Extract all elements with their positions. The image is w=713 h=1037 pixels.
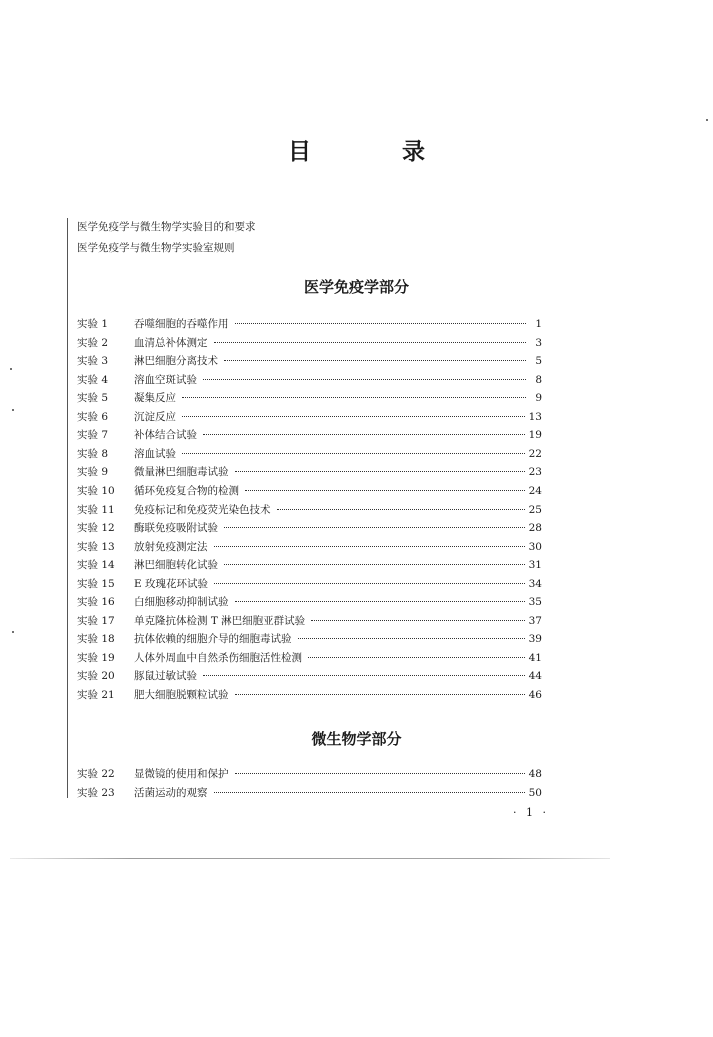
dot-leader: [298, 638, 525, 639]
toc-entry-page: 50: [528, 786, 542, 799]
toc-entry-label: 实验 11: [77, 503, 115, 516]
toc-entry-label: 实验 2: [77, 336, 109, 349]
toc-entry-page: 25: [528, 503, 542, 516]
toc-entry-page: 13: [528, 410, 542, 423]
dot-leader: [182, 416, 525, 417]
toc-entry-page: 1: [535, 318, 542, 330]
toc-entry: [77, 668, 542, 682]
toc-entry-title: 血清总补体测定: [134, 336, 208, 349]
toc-entry: [77, 539, 542, 553]
toc-entry-label: 实验 17: [77, 614, 115, 627]
dot-leader: [224, 564, 525, 565]
toc-entry-label: 实验 10: [77, 484, 115, 497]
toc-entry: [77, 390, 542, 404]
dot-leader: [182, 397, 526, 398]
toc-entry-title: 补体结合试验: [134, 429, 197, 442]
toc-entry-title: 沉淀反应: [134, 410, 176, 423]
toc-entry-page: 22: [528, 447, 542, 460]
toc-entry-title: 放射免疫测定法: [134, 540, 208, 553]
dot-leader: [214, 546, 525, 547]
toc-entry-title: 吞噬细胞的吞噬作用: [134, 318, 229, 330]
intro-line-objectives: 医学免疫学与微生物学实验目的和要求: [77, 221, 256, 233]
toc-entry-page: 35: [528, 596, 542, 609]
toc-entry: [77, 446, 542, 460]
toc-entry-label: 实验 19: [77, 651, 115, 664]
page-title: 目 录: [288, 139, 459, 165]
toc-entry-title: 活菌运动的观察: [134, 786, 208, 799]
toc-entry: [77, 372, 542, 386]
toc-entry-page: 24: [528, 484, 542, 497]
dot-leader: [277, 509, 525, 510]
toc-entry-page: 28: [528, 522, 542, 535]
toc-entry: [77, 483, 542, 497]
toc-entry-label: 实验 14: [77, 559, 115, 572]
toc-entry-title: 抗体依赖的细胞介导的细胞毒试验: [134, 633, 292, 646]
dot-leader: [235, 323, 527, 324]
toc-entry-label: 实验 16: [77, 596, 115, 609]
intro-line-lab-rules: 医学免疫学与微生物学实验室规则: [77, 242, 235, 254]
toc-entry: [77, 427, 542, 441]
toc-entry-title: 人体外周血中自然杀伤细胞活性检测: [134, 651, 302, 664]
toc-entry-page: 37: [528, 614, 542, 627]
dot-leader: [214, 342, 527, 343]
toc-entry-label: 实验 8: [77, 447, 109, 460]
dot-leader: [224, 360, 526, 361]
toc-entry: [77, 785, 542, 799]
toc-entry: [77, 335, 542, 349]
toc-entry: [77, 353, 542, 367]
toc-entry: [77, 557, 542, 571]
toc-entry-page: 44: [528, 670, 542, 683]
toc-entry-title: 溶血试验: [134, 447, 176, 460]
toc-entry-title: 豚鼠过敏试验: [134, 670, 197, 683]
toc-entry-title: 微量淋巴细胞毒试验: [134, 466, 229, 479]
scan-speck: [12, 409, 14, 411]
toc-entry-title: 显微镜的使用和保护: [134, 768, 229, 780]
scan-speck: [706, 119, 708, 121]
toc-entry-label: 实验 9: [77, 466, 109, 479]
scan-speck: [12, 631, 14, 633]
dot-leader: [311, 620, 524, 621]
toc-entry-page: 23: [528, 466, 542, 479]
section-heading-microbiology: 微生物学部分: [311, 730, 402, 748]
toc-entry-label: 实验 21: [77, 689, 115, 701]
toc-entry-label: 实验 6: [77, 410, 109, 423]
toc-entry-label: 实验 4: [77, 373, 109, 386]
toc-entry: [77, 502, 542, 516]
dot-leader: [308, 657, 525, 658]
toc-entry-page: 30: [528, 540, 542, 553]
toc-entry-title: 免疫标记和免疫荧光染色技术: [134, 503, 271, 516]
dot-leader: [182, 453, 525, 454]
toc-entry-page: 3: [535, 336, 542, 349]
toc-entry: [77, 594, 542, 608]
toc-entry-label: 实验 20: [77, 670, 115, 683]
toc-entry-title: 白细胞移动抑制试验: [134, 596, 229, 609]
toc-entry: [77, 650, 542, 664]
dot-leader: [203, 434, 525, 435]
dot-leader: [235, 601, 525, 602]
toc-entry-label: 实验 13: [77, 540, 115, 553]
dot-leader: [224, 527, 525, 528]
toc-entry-title: 溶血空斑试验: [134, 373, 197, 386]
toc-entry-page: 31: [528, 559, 542, 572]
toc-entry: [77, 409, 542, 423]
toc-entry: [77, 766, 542, 780]
section-heading-immunology: 医学免疫学部分: [303, 278, 409, 296]
toc-entry-title: 淋巴细胞转化试验: [134, 559, 218, 572]
toc-entry-title: 单克隆抗体检测 T 淋巴细胞亚群试验: [134, 614, 306, 627]
toc-entry: [77, 464, 542, 478]
margin-rule: [67, 218, 68, 798]
dot-leader: [203, 379, 526, 380]
toc-entry-label: 实验 15: [77, 577, 115, 590]
toc-entry-page: 41: [528, 651, 542, 664]
toc-entry: [77, 316, 542, 330]
scan-speck: [10, 368, 12, 370]
dot-leader: [245, 490, 525, 491]
dot-leader: [235, 694, 525, 695]
toc-entry-label: 实验 18: [77, 633, 115, 646]
dot-leader: [214, 792, 525, 793]
toc-entry-page: 8: [535, 373, 542, 386]
page-number: · 1 ·: [513, 806, 549, 819]
dot-leader: [235, 773, 525, 774]
toc-entry-title: 淋巴细胞分离技术: [134, 355, 218, 368]
toc-entry-page: 9: [535, 392, 542, 405]
toc-entry-page: 5: [535, 355, 542, 368]
toc-entry-page: 48: [528, 768, 542, 780]
toc-entry-label: 实验 1: [77, 318, 109, 330]
toc-entry: [77, 613, 542, 627]
toc-entry-title: 酶联免疫吸附试验: [134, 522, 218, 535]
toc-entry-label: 实验 12: [77, 522, 115, 535]
dot-leader: [235, 471, 525, 472]
toc-entry-page: 34: [528, 577, 542, 590]
toc-entry: [77, 520, 542, 534]
toc-entry-title: 凝集反应: [134, 392, 176, 405]
toc-entry-title: 肥大细胞脱颗粒试验: [134, 689, 229, 701]
toc-entry: [77, 687, 542, 701]
toc-entry-page: 39: [528, 633, 542, 646]
dot-leader: [214, 583, 525, 584]
toc-entry-title: E 玫瑰花环试验: [134, 577, 209, 590]
toc-entry-label: 实验 7: [77, 429, 109, 442]
toc-entry: [77, 576, 542, 590]
toc-entry: [77, 631, 542, 645]
scan-edge-line: [10, 858, 610, 859]
toc-entry-label: 实验 5: [77, 392, 109, 405]
toc-entry-label: 实验 23: [77, 786, 115, 799]
toc-entry-page: 46: [528, 689, 542, 701]
toc-entry-title: 循环免疫复合物的检测: [134, 484, 239, 497]
toc-entry-page: 19: [528, 429, 542, 442]
toc-entry-label: 实验 3: [77, 355, 109, 368]
toc-entry-label: 实验 22: [77, 768, 115, 780]
dot-leader: [203, 675, 525, 676]
